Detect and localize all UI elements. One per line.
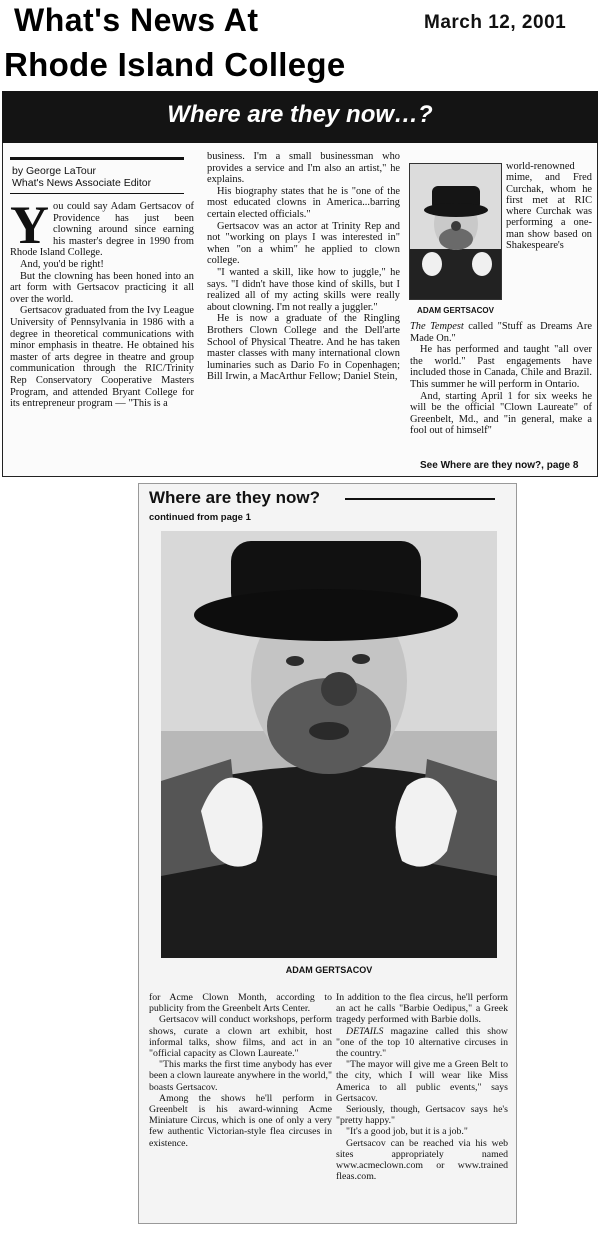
paragraph: for Acme Clown Month, according to publicity from the Greenbelt Arts Center. (149, 992, 332, 1015)
byline-name: by George LaTour (12, 165, 97, 177)
paragraph: Gertsacov can be reached via his web sites appropriately named www.acmeclown.com or www.trained fleas.com. (336, 1137, 508, 1183)
masthead-line-2: Rhode Island College (4, 46, 346, 83)
clown-photo-large (161, 531, 497, 958)
paragraph: Among the shows he'll perform in Greenbelt is his award-winning Acme Miniature Circus, which is one of only a very few authentic Victorian-style flea circuses in existence. (149, 1092, 332, 1149)
continued-headline: Where are they now? (149, 488, 320, 507)
issue-date: March 12, 2001 (424, 12, 567, 33)
paragraph: And, you'd be right! (20, 258, 104, 270)
paragraph: business. I'm a small businessman who provides a service and I'm also an artist," he explains. (207, 151, 400, 186)
byline-rule-top (10, 157, 184, 160)
continued-jump-link[interactable]: See Where are they now?, page 8 (420, 460, 579, 471)
clown-portrait-icon (410, 164, 502, 300)
photo-caption-small: ADAM GERTSACOV (417, 306, 494, 315)
clown-portrait-icon (161, 531, 497, 958)
headline-banner-title: Where are they now…? (167, 101, 433, 128)
play-title: The Tempest (410, 321, 464, 332)
paragraph: Gertsacov was an actor at Trinity Rep and not "working on plays I was interested in" when "on a whim" he applied to clown college. (207, 220, 400, 267)
paragraph: Gertsacov graduated from the Ivy League University of Pennsylvania in 1986 with a degree in theoretical communications with minor emphasis in theatre. He obtained his master of arts degree in theatre and group communication through the RIC/Trinity Rep Conservatory Cooperative Masters Program, and attended Bryant College for its entrepreneur program — "This is a (10, 305, 194, 410)
paragraph: world-renowned mime, and Fred Curchak, whom he first met at RIC where Curchak was performing a one-man show based on Shakespeare's (506, 161, 592, 252)
byline-title: What's News Associate Editor (12, 177, 152, 189)
paragraph: He has performed and taught "all over the world." Past engagements have included those in Canada, Chile and Brazil. This summer he will perform in Ontario. (410, 344, 592, 390)
paragraph: "The mayor will give me a Green Belt to the city, which I will wear like Miss America to all public events," says Gertsacov. (336, 1059, 508, 1104)
paragraph: And, starting April 1 for six weeks he will be the official "Clown Laureate" of Greenbelt, Md., and "in general, make a fool out of himself" (410, 390, 592, 437)
article-column-3 (410, 321, 592, 437)
article-column-3-top (506, 161, 592, 251)
drop-cap: Y (10, 195, 49, 255)
paragraph: Seriously, though, Gertsacov says he's "pretty happy." (336, 1104, 508, 1127)
paragraph: But the clowning has been honed into an art form with Gertsacov practicing it all over the world. (10, 270, 194, 305)
paragraph: "It's a good job, but it is a job." (346, 1126, 468, 1138)
magazine-name: DETAILS (346, 1025, 384, 1037)
photo-caption-large: ADAM GERTSACOV (285, 965, 373, 975)
continued-column-2 (336, 992, 508, 1182)
article-column-2 (207, 151, 400, 383)
paragraph: In addition to the flea circus, he'll perform an act he calls "Barbie Oedipus," a Greek tragedy performed with Barbie dolls. (336, 992, 508, 1026)
paragraph: You could say Adam Gertsacov of Providence has just been clowning around since earning his master's degree in 1990 from Rhode Island College. (10, 195, 194, 259)
masthead-line-1: What's News At (14, 2, 259, 38)
paragraph: DETAILS magazine called this show "one of the top 10 alternative circuses in the country." (336, 1025, 508, 1060)
byline (12, 165, 192, 189)
paragraph: "I wanted a skill, like how to juggle," he says. "I didn't have those kind of skills, but I realized all of my acting skills were really about clowning. I'm not really a juggler." (207, 266, 400, 313)
continued-column-1 (149, 992, 332, 1149)
continued-from-label: continued from page 1 (149, 512, 251, 523)
paragraph: The Tempest called "Stuff as Dreams Are Made On." (410, 321, 592, 344)
byline-rule-bottom (10, 193, 184, 194)
paragraph: "This marks the first time anybody has ever been a clown laureate anywhere in the world," boasts Gertsacov. (149, 1059, 332, 1093)
paragraph: He is now a graduate of the Ringling Brothers Clown College and the Dell'arte School of Physical Theatre. And he has taken master classes with many international clown luminaries such as Dario Fo in Copenhagen; Bill Irwin, a MacArthur Fellow; Daniel Stein, (207, 313, 400, 383)
paragraph: Gertsacov will conduct workshops, perform shows, curate a clown art exhibit, host informal talks, show films, and act in an "official capacity as Clown Laureate." (149, 1014, 332, 1060)
clown-photo-small (409, 163, 502, 300)
article-column-1 (10, 195, 194, 410)
paragraph: His biography states that he is "one of the most educated clowns in America...barring certain elected officials." (207, 185, 400, 220)
headline-rule (345, 498, 495, 500)
